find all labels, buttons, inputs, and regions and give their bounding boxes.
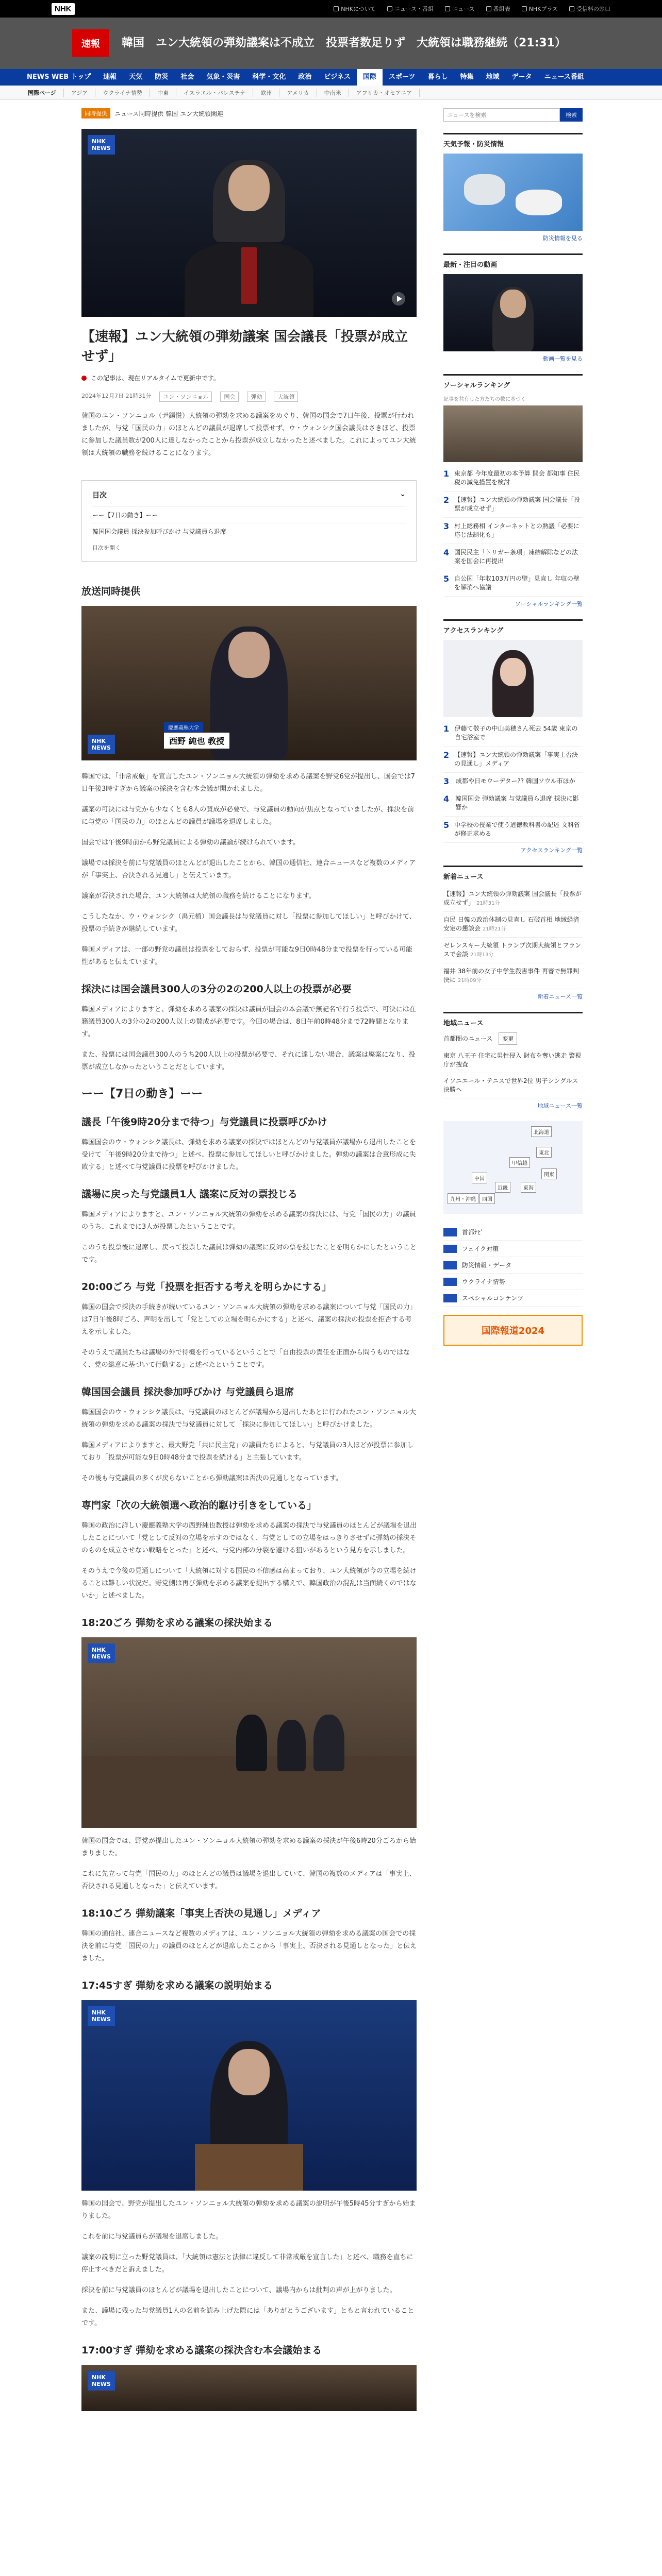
region-label[interactable]: 四国 <box>479 1193 495 1204</box>
ranking-text: 【速報】ユン大統領の弾劾議案 国会議長「投票が成立せず」 <box>454 496 580 512</box>
search-input[interactable] <box>443 108 560 122</box>
subnav-item[interactable]: 中南米 <box>317 89 349 97</box>
caption-name: 西野 純也 教授 <box>164 733 229 749</box>
link-icon <box>486 6 491 11</box>
plenary-video[interactable] <box>81 2365 417 2411</box>
nav-item[interactable]: 気象・災害 <box>206 73 240 81</box>
service-label: ウクライナ情勢 <box>462 1278 505 1285</box>
new-news-heading: 新着ニュース <box>443 866 583 881</box>
paragraph: 韓国の通信社、連合ニュースなど複数のメディアは、ユン・ソンニョル大統領の弾劾を求める議案の国会での採決を前に与党「国民の力」の議員のほとんどが退席したことから「事実上、否決される見通しとなった」と伝えました。 <box>81 1930 417 1962</box>
face-image <box>228 165 270 211</box>
link-icon <box>569 6 574 11</box>
nav-item[interactable]: 特集 <box>460 73 474 81</box>
breaking-text: 韓国 ユン大統領の弾劾議案は不成立 投票者数足りず 大統領は職務継続（21:31） <box>122 37 567 49</box>
region-label[interactable]: 東海 <box>521 1182 536 1193</box>
play-icon[interactable] <box>392 292 405 306</box>
toc-item[interactable]: ーー【7日の動き】ーー <box>92 506 406 523</box>
paragraph: 国会では午後9時前から野党議員による弾劾の議論が続けられています。 <box>81 839 300 846</box>
access-item[interactable]: 3 成都や日モウーデター?? 韓国ソウル市ほか <box>443 773 583 790</box>
ranking-text: 村上総務相 インターネットとの熟議「必要に応じ法制化も」 <box>454 522 580 538</box>
service-icon <box>443 1261 457 1269</box>
service-link[interactable] <box>443 1274 583 1290</box>
paragraph: 議案の説明に立った野党議員は、「大統領は憲法と法律に違反して非常戒厳を宣言した」と述べ、職務を直ちに停止すべきだと訴えました。 <box>81 2253 413 2274</box>
nav-item[interactable]: ビジネス <box>324 73 351 81</box>
header-link[interactable]: NHKプラス <box>522 5 558 13</box>
paragraph: 韓国国会のウ・ウォンシク議長は、弾劾を求める議案の採決ではほとんどの与党議員が議場から退出したことを受けて「午後9時20分まで待つ」と述べ、投票に参加してほしいと呼びかけました。弾劾の議案は合意形成に失敗する」と述べて与党議員に投票を呼びかけました。 <box>81 1139 416 1171</box>
nav-item[interactable]: ニュース番組 <box>544 73 584 81</box>
article-title: 【速報】ユン大統領の弾劾議案 国会議長「投票が成立せず」 <box>81 329 408 364</box>
paragraph: 韓国の国会で、野党が提出したユン・ソンニョル大統領の弾劾を求める議案の説明が午後5時45分すぎから始まりました。 <box>81 2200 416 2220</box>
access-more-link[interactable]: アクセスランキング一覧 <box>520 847 583 854</box>
access-text: 韓国国会 弾劾議案 与党議員ら退席 採決に影響か <box>455 795 579 811</box>
local-region: 首都圏のニュース <box>443 1035 493 1042</box>
nav-item[interactable]: 政治 <box>298 73 312 81</box>
tag[interactable]: ユン・ソンニョル <box>159 392 212 402</box>
ranking-item[interactable]: 5 自公国「年収103万円の壁」見直し 年収の壁を解消へ協議 <box>443 570 583 597</box>
news-time: 21時31分 <box>476 901 500 906</box>
service-link[interactable] <box>443 1290 583 1307</box>
news-time: 21時09分 <box>458 978 482 984</box>
new-news-more-link[interactable]: 新着ニュース一覧 <box>537 993 583 1000</box>
local-region-select[interactable]: 変更 <box>499 1032 517 1045</box>
service-label: スペシャルコンテンツ <box>462 1295 524 1302</box>
section-heading: 17:00すぎ 弾劾を求める議案の採決含む本会議始まる <box>81 2345 322 2356</box>
section-heading: 18:20ごろ 弾劾を求める議案の採決始まる <box>81 1617 273 1629</box>
new-news-item[interactable] <box>443 886 583 912</box>
access-item[interactable]: 1 伊藤て敬子の中山美穂さん死去 54歳 東京の自宅浴室で <box>443 720 583 747</box>
face-image <box>500 290 526 318</box>
live-note-text: この記事は、現在リアルタイムで更新中です。 <box>91 375 220 382</box>
breaking-tag: 速報 <box>72 29 109 57</box>
news-title: 自民 日韓の政治体制の見直し 石破首相 地域経済安定の懇談会 <box>443 916 580 932</box>
access-image <box>443 640 583 717</box>
expert-video[interactable] <box>81 606 417 760</box>
news-title: 【速報】ユン大統領の弾劾議案 国会議長「投票が成立せず」 <box>443 890 582 906</box>
ranking-item[interactable]: 1 東京都 今年度最初の本予算 開会 都知事 住民税の減免措置を検討 <box>443 465 583 492</box>
face-image <box>228 2049 270 2095</box>
header-link[interactable]: NHKについて <box>334 5 376 13</box>
news-time: 21時13分 <box>470 952 494 958</box>
subnav-item[interactable]: イスラエル・パレスチナ <box>176 89 253 97</box>
nav-item[interactable]: 科学・文化 <box>252 73 286 81</box>
local-region-row <box>443 1032 583 1045</box>
region-label[interactable]: 中国 <box>472 1173 487 1183</box>
weather-heading: 天気予報・防災情報 <box>443 133 583 148</box>
subnav-item[interactable]: ウクライナ情勢 <box>95 89 150 97</box>
news-title: ゼレンスキー大統領 トランプ次期大統領とフランスで会談 <box>443 942 582 958</box>
subnav-item[interactable]: 中東 <box>150 89 176 97</box>
link-icon <box>445 6 450 11</box>
access-heading: アクセスランキング <box>443 619 583 635</box>
subnav-item[interactable]: アメリカ <box>279 89 317 97</box>
paragraph: 韓国メディアによりますと、ユン・ソンニョル大統領の弾劾を求める議案の採決には、与党「国民の力」の議員のうち、これまでに3人が投票したということです。 <box>81 1211 416 1231</box>
article-lead: 韓国のユン・ソンニョル（尹錫悦）大統領の弾劾を求める議案をめぐり、韓国の国会で7日午後、投票が行われましたが、与党「国民の力」のほとんどの議員が退席して投票せず、ウ・ウォンシク国会議長はさきほど、投票に参加した議員数が200人に達しなかったことから投票が成立しなかったと述べました。これによってユン大統領は大統領の職務を続けることになります。 <box>81 412 416 457</box>
nhk-news-logo: NHK NEWS <box>88 735 115 754</box>
subnav-item[interactable]: 欧州 <box>253 89 279 97</box>
sub-nav <box>0 86 662 100</box>
subnav-item[interactable]: 国際ページ <box>21 89 64 97</box>
section-heading: 採決には国会議員300人の3分の2の200人以上の投票が必要 <box>81 984 352 995</box>
paragraph: 韓国の国会では、野党が提出したユン・ソンニョル大統領の弾劾を求める議案の採決が午後6時20分ごろから始まりました。 <box>81 1837 416 1857</box>
service-icon <box>443 1245 457 1253</box>
paragraph: 議場では採決を前に与党議員のほとんどが退出したことから、韓国の通信社、連合ニュースなど複数のメディアが「事実上、否決される見通し」と伝えています。 <box>81 859 416 879</box>
live-dot-icon <box>81 376 87 381</box>
breadcrumb <box>81 108 417 118</box>
toc-title: 目次 <box>92 492 107 500</box>
section-heading: 18:10ごろ 弾劾議案「事実上否決の見通し」メディア <box>81 1908 321 1919</box>
tie-image <box>241 247 257 304</box>
service-icon <box>443 1278 457 1286</box>
section-heading: ーー【7日の動き】ーー <box>81 1088 203 1100</box>
nhk-news-logo: NHK NEWS <box>88 2371 115 2391</box>
new-news-item[interactable] <box>443 938 583 963</box>
paragraph: 韓国の国会で採決の手続きが続いているユン・ソンニョル大統領の弾劾を求める議案について与党「国民の力」は7日午後8時ごろ、声明を出して「党としての立場を明らかにする」と述べ、議案の採決の投票を拒否する考えを示しました。 <box>81 1303 417 1336</box>
header-link[interactable]: ニュース <box>445 5 474 13</box>
paragraph: 韓国メディアによりますと、弾劾を求める議案の採決は議員が国会の本会議で無記名で行う投票で、可決には在籍議員300人の3分の2の200人以上の賛成が必要です。今回の場合は、8日午前0時48分まで72時間となります。 <box>81 1006 416 1038</box>
subnav-item[interactable]: アフリカ・オセアニア <box>349 89 420 97</box>
header-link[interactable]: ニュース・番組 <box>387 5 434 13</box>
breaking-news-banner[interactable] <box>0 18 662 69</box>
nav-item[interactable]: 社会 <box>180 73 194 81</box>
paragraph: これを前に与党議員らが議場を退席しました。 <box>81 2233 223 2241</box>
header-links <box>334 5 610 13</box>
ranking-sub: 記事を共有した方たちの数に基づく <box>443 397 526 402</box>
access-item[interactable]: 2 【速報】ユン大統領の弾劾議案「事実上否決の見通し」メディア <box>443 747 583 773</box>
paragraph: そのうえで議員たちは議場の外で待機を行っているということで「自由投票の責任を正面から問うものではなく、党の総意に基づいて行動する」と述べたということです。 <box>81 1349 410 1369</box>
top-bar <box>0 0 662 18</box>
news-time: 21時21分 <box>483 926 506 932</box>
latest-video-thumb[interactable] <box>443 274 583 351</box>
section-heading: 専門家「次の大統領選へ政治的駆け引きをしている」 <box>81 1500 317 1511</box>
search-button[interactable]: 検索 <box>560 108 583 122</box>
speaker-video[interactable] <box>81 2000 417 2191</box>
paragraph: 韓国メディアによりますと、最大野党「共に民主党」の議員たちによると、与党議員の3人ほどが投票に参加しており「投票が可能な9日0時48分まで投票を続ける」と主張しています。 <box>81 1442 414 1462</box>
nhk-news-logo: NHK NEWS <box>88 1643 115 1663</box>
ranking-item[interactable]: 4 国民民主「トリガー条項」凍結解除などの法案を国会に再提出 <box>443 544 583 570</box>
new-news-item[interactable] <box>443 963 583 989</box>
paragraph: 議案が否決された場合、ユン大統領は大統領の職務を続けることになります。 <box>81 892 316 900</box>
crumb-badge: 同時提供 <box>81 108 110 118</box>
region-label[interactable]: 近畿 <box>495 1182 510 1193</box>
paragraph: これに先立って与党「国民の力」のほとんどの議員は議場を退出していて、韓国の複数のメディアは「事実上、否決される見通しとなった」と伝えています。 <box>81 1870 416 1890</box>
local-more-link[interactable]: 地域ニュース一覧 <box>537 1103 583 1109</box>
region-label[interactable]: 甲信越 <box>509 1157 530 1168</box>
nhk-logo[interactable]: NHK <box>52 3 75 15</box>
paragraph: こうしたなか、ウ・ウォンシク（禹元植）国会議長は与党議員に対し「投票に参加してほしい」と呼びかけて、投票の手続きが継続しています。 <box>81 913 416 933</box>
weather-more-link[interactable]: 防災情報を見る <box>543 235 583 242</box>
section-heading: 20:00ごろ 与党「投票を拒否する考えを明らかにする」 <box>81 1281 332 1293</box>
tag[interactable]: 国会 <box>220 392 239 402</box>
service-label: 防災情報・データ <box>462 1262 512 1269</box>
link-icon <box>334 6 339 11</box>
nhk-news-logo: NHK NEWS <box>88 135 115 155</box>
local-heading: 地域ニュース <box>443 1012 583 1027</box>
region-label[interactable]: 九州・沖縄 <box>448 1193 478 1204</box>
ranking-text: 自公国「年収103万円の壁」見直し 年収の壁を解消へ協議 <box>454 575 580 591</box>
nav-item[interactable]: スポーツ <box>389 73 416 81</box>
chevron-down-icon[interactable]: ⌄ <box>400 490 406 498</box>
ranking-image <box>443 405 583 462</box>
section-heading: 議長「午後9時20分まで待つ」与党議員に投票呼びかけ <box>81 1116 327 1128</box>
paragraph: また、議場に残った与党議員1人の名前を読み上げた際には「ありがとうございます」ともと言われていることです。 <box>81 2307 415 2327</box>
region-label[interactable]: 東北 <box>536 1147 552 1158</box>
paragraph: 議案の可決には与党から少なくとも8人の賛成が必要で、与党議員の動向が焦点となっていましたが、採決を前に与党の「国民の力」のほとんどの議員が議場を退席しました。 <box>81 806 415 826</box>
access-text: 中学校の授業で使う道徳教科書の記述 文科省が修正求める <box>454 821 580 837</box>
promo-banner[interactable]: 国際報道2024 <box>443 1315 583 1346</box>
service-label: フェイク対策 <box>462 1245 499 1252</box>
service-icon <box>443 1294 457 1302</box>
podium-image <box>195 2144 303 2191</box>
tag[interactable]: 大統領 <box>274 392 298 402</box>
paragraph: 韓国国会のウ・ウォンシク議長は、与党議員のほとんどが議場から退出したあとに行われたユン・ソンニョル大統領の弾劾を求める議案の採決で与党議員に対して「採決に参加してほしい」と呼びかけました。 <box>81 1409 416 1429</box>
article-date: 2024年12月7日 21時31分 <box>81 393 152 399</box>
section-heading: 放送同時提供 <box>81 586 141 597</box>
section-heading: 17:45すぎ 弾劾を求める議案の説明始まる <box>81 1980 273 1991</box>
face-image <box>228 632 270 678</box>
sidebar <box>443 108 583 1346</box>
service-link[interactable] <box>443 1257 583 1274</box>
person-image <box>277 1720 306 1771</box>
assembly-video[interactable] <box>81 1637 417 1828</box>
news-title: 福井 38年前の女子中学生殺害事件 再審で無罪判決に <box>443 968 579 984</box>
live-note <box>81 374 417 382</box>
local-news-item[interactable]: 東京 八王子 住宅に男性侵入 財布を奪い逃走 警視庁が捜査 <box>443 1048 583 1073</box>
paragraph: 韓国メディアは、一部の野党の議員は投票をしておらず、投票が可能な9日0時48分まで投票を行っている可能性があると伝えています。 <box>81 946 413 966</box>
subnav-item[interactable]: アジア <box>64 89 96 97</box>
ranking-text: 国民民主「トリガー条項」凍結解除などの法案を国会に再提出 <box>454 549 578 565</box>
cloud-shape <box>516 190 562 215</box>
paragraph: その後も与党議員の多くが戻らないことから弾劾議案は否決の見通しとなっています。 <box>81 1475 342 1482</box>
nav-item-active[interactable]: 国際 <box>357 69 383 86</box>
service-link[interactable] <box>443 1224 583 1241</box>
search-box <box>443 108 583 122</box>
access-text: 【速報】ユン大統領の弾劾議案「事実上否決の見通し」メディア <box>454 751 578 767</box>
link-icon <box>387 6 392 11</box>
access-text: 伊藤て敬子の中山美穂さん死去 54歳 東京の自宅浴室で <box>454 725 578 741</box>
access-item[interactable]: 4 韓国国会 弾劾議案 与党議員ら退席 採決に影響か <box>443 790 583 817</box>
ranking-item[interactable]: 3 村上総務相 インターネットとの熟議「必要に応じ法制化も」 <box>443 518 583 544</box>
ranking-heading: ソーシャルランキング <box>443 374 583 389</box>
toc-more[interactable]: 目次を開く <box>92 545 121 551</box>
access-text: 成都や日モウーデター?? 韓国ソウル市ほか <box>456 777 575 785</box>
section-heading: 議場に戻った与党議員1人 議案に反対の票投じる <box>81 1189 297 1200</box>
section-heading: 韓国国会議員 採決参加呼びかけ 与党議員ら退席 <box>81 1386 294 1398</box>
nav-item[interactable]: 地域 <box>486 73 500 81</box>
paragraph: 韓国の政治に詳しい慶應義塾大学の西野純也教授は弾劾を求める議案の採決で与党議員のほとんどが議場を退出したことについて「党として反対の立場を示すのではなく、与党としての立場をはっきりさせずに弾劾の採決そのものを成立させない戦略をとった」と述べ、与党内部の分裂を避ける狙いがあるという見方を示しました。 <box>81 1522 417 1554</box>
ranking-text: 東京都 今年度最初の本予算 開会 都知事 住民税の減免措置を検討 <box>454 470 580 486</box>
person-image <box>313 1715 344 1771</box>
cloud-shape <box>464 174 505 205</box>
table-of-contents <box>81 480 417 562</box>
article-meta <box>81 392 417 402</box>
crumb-text[interactable]: ニュース同時提供 韓国 ユン大統領関連 <box>114 110 224 117</box>
header-link[interactable]: 番組表 <box>486 5 510 13</box>
paragraph: そのうえで今後の見通しについて「大統領に対する国民の不信感は高まっており、ユン大統領が今の立場を続けることは難しい状況だ。野党側は再び弾劾を求める議案を提出する構えで、韓国政治の混乱は当面続くのではないか」と述べました。 <box>81 1567 417 1600</box>
service-link[interactable] <box>443 1241 583 1257</box>
paragraph: このうち投票後に退席し、戻って投票した議員は弾劾の議案に反対の票を投じたことを明らかにしたということです。 <box>81 1244 417 1264</box>
paragraph: また、投票には国会議員300人のうち200人以上の投票が必要で、それに達しない場合、議案は廃案になり、投票が成立しなかったということだとしています。 <box>81 1051 416 1071</box>
service-icon <box>443 1228 457 1236</box>
caption-sub: 慶應義塾大学 <box>164 722 203 732</box>
article <box>81 108 417 2411</box>
latest-video-heading: 最新・注目の動画 <box>443 253 583 269</box>
japan-region-map[interactable] <box>443 1121 583 1214</box>
face-image <box>500 658 526 686</box>
nav-item[interactable]: 暮らし <box>427 73 448 81</box>
new-news-item[interactable] <box>443 912 583 938</box>
region-label[interactable]: 関東 <box>541 1168 557 1179</box>
ranking-item[interactable]: 2 【速報】ユン大統領の弾劾議案 国会議長「投票が成立せず」 <box>443 492 583 518</box>
ranking-more-link[interactable]: ソーシャルランキング一覧 <box>515 601 583 607</box>
paragraph: 採決を前に与党議員のほとんどが議場を退出したことについて、議場内からは批判の声が上がりました。 <box>81 2286 396 2294</box>
nav-item[interactable]: データ <box>511 73 532 81</box>
paragraph: 韓国では、「非常戒厳」を宣言したユン・ソンニョル大統領の弾劾を求める議案を野党6党が提出し、国会では7日午後3時すぎから議案の採決を含む本会議が開かれました。 <box>81 773 416 793</box>
weather-map[interactable] <box>443 154 583 231</box>
access-item[interactable]: 5 中学校の授業で使う道徳教科書の記述 文科省が修正求める <box>443 817 583 843</box>
tag[interactable]: 弾劾 <box>247 392 266 402</box>
service-label: 首都ﾅﾋﾞ <box>462 1229 484 1236</box>
nhk-news-logo: NHK NEWS <box>88 2006 115 2026</box>
header-link[interactable]: 受信料の窓口 <box>569 5 610 13</box>
region-label[interactable]: 北海道 <box>531 1126 552 1137</box>
hero-video[interactable] <box>81 129 417 317</box>
local-news-item[interactable]: イソニエール・テニスで世界2位 男子シングルス決勝へ <box>443 1073 583 1098</box>
nav-item[interactable]: NEWS WEB トップ <box>27 73 91 81</box>
nav-item[interactable]: 防災 <box>155 73 169 81</box>
nav-item[interactable]: 速報 <box>103 73 117 81</box>
link-icon <box>522 6 527 11</box>
person-image <box>236 1715 267 1771</box>
main-nav <box>0 69 662 86</box>
nav-item[interactable]: 天気 <box>129 73 143 81</box>
toc-item[interactable]: 韓国国会議員 採決参加呼びかけ 与党議員ら退席 <box>92 523 406 539</box>
latest-more-link[interactable]: 動画一覧を見る <box>543 355 583 362</box>
